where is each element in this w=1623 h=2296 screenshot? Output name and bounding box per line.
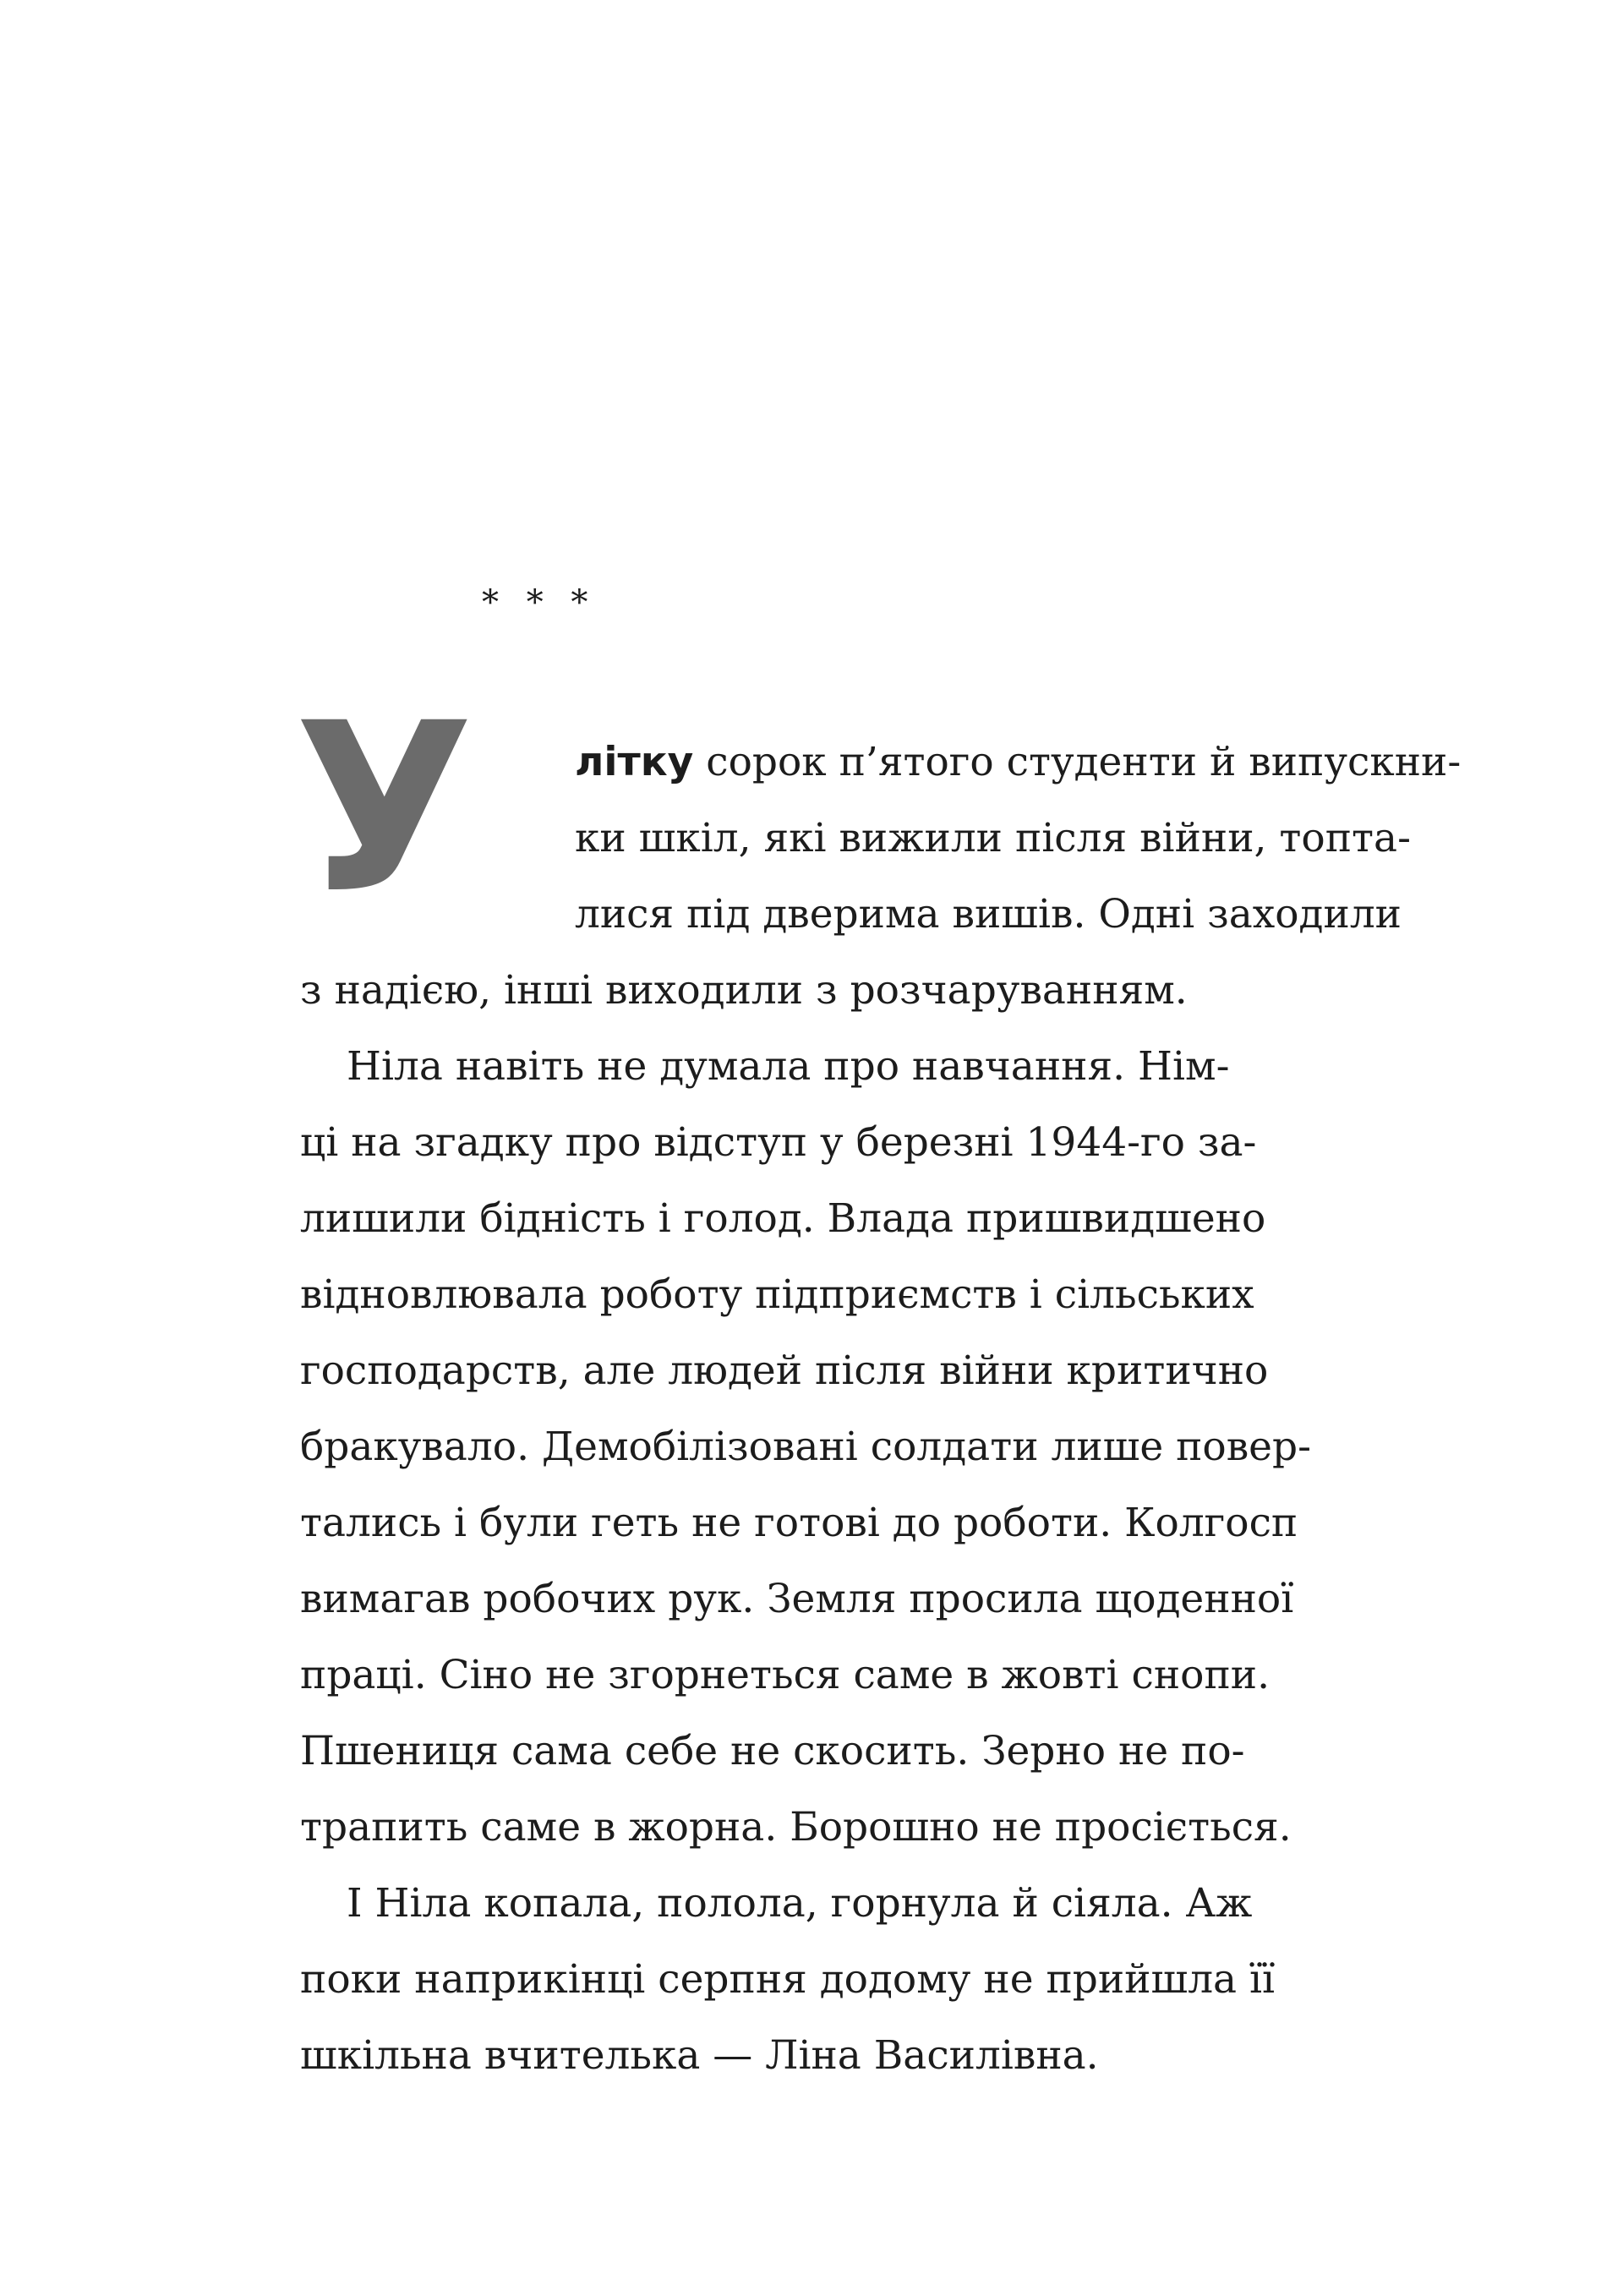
- text-line-15: трапить саме в жорна. Борошно не просіється.: [300, 1804, 1292, 1850]
- text-line-13: праці. Сіно не згорнеться саме в жовті снопи.: [300, 1652, 1271, 1698]
- section-separator: * * *: [482, 583, 597, 622]
- text-line-5: Ніла навіть не думала про навчання. Нім-: [347, 1043, 1230, 1090]
- text-line-2: ки шкіл, які вижили після війни, топта-: [575, 815, 1411, 861]
- text-line-18: шкільна вчителька — Ліна Василівна.: [300, 2032, 1099, 2079]
- text-line-1: [575, 737, 1461, 788]
- text-line-4: з надією, інші виходили з розчаруванням.: [300, 967, 1188, 1014]
- text-line-7: лишили бідність і голод. Влада пришвидшено: [300, 1195, 1266, 1242]
- text-line-16: І Ніла копала, полола, горнула й сіяла. Аж: [347, 1880, 1253, 1927]
- text-line-9: господарств, але людей після війни критично: [300, 1348, 1269, 1394]
- drop-cap-letter: У: [294, 674, 474, 945]
- text-line-8: відновлювала роботу підприємств і сільських: [300, 1271, 1254, 1318]
- text-line-1-rest: сорок п’ятого студенти й випускни-: [693, 739, 1462, 785]
- text-line-14: Пшениця сама себе не скосить. Зерно не по-: [300, 1728, 1245, 1774]
- text-line-17: поки наприкінці серпня додому не прийшла її: [300, 1956, 1276, 2003]
- text-line-10: бракувало. Демобілізовані солдати лише повер-: [300, 1424, 1311, 1470]
- text-line-11: тались і були геть не готові до роботи. Колгосп: [300, 1500, 1298, 1546]
- lead-word: літку: [575, 739, 694, 785]
- text-line-6: ці на згадку про відступ у березні 1944-го за-: [300, 1119, 1257, 1166]
- text-line-12: вимагав робочих рук. Земля просила щоденної: [300, 1576, 1294, 1622]
- text-line-3: лися під дверима вишів. Одні заходили: [575, 891, 1402, 938]
